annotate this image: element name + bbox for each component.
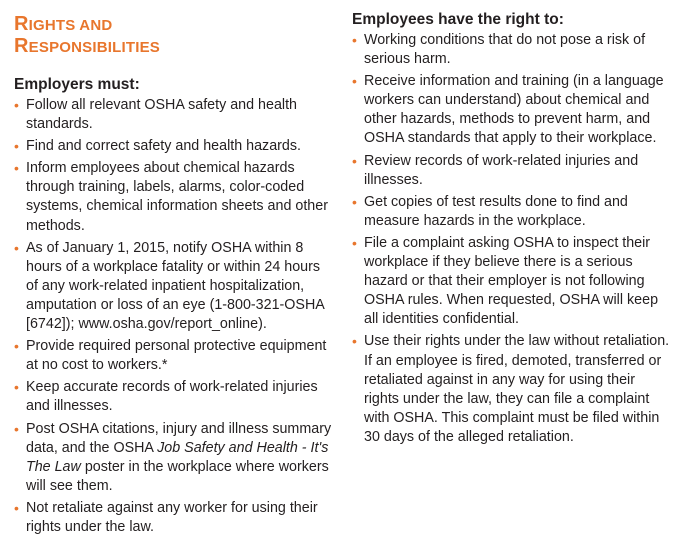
- bullet-dot-icon: •: [352, 32, 357, 48]
- list-item: • Not retaliate against any worker for using their rights under the law.: [14, 499, 318, 535]
- right-column: [352, 0, 670, 450]
- bullet-dot-icon: •: [352, 152, 357, 169]
- bullet-dot-icon: •: [14, 138, 19, 155]
- section-title: [14, 14, 332, 58]
- bullet-dot-icon: •: [14, 499, 19, 516]
- list-item: • Working conditions that do not pose a risk of serious harm.: [352, 32, 646, 68]
- bullet-dot-icon: •: [352, 234, 357, 251]
- list-item: • Use their rights under the law without retaliation. If an employee is fired, demoted, transferred or retaliated against in any way for using their rights under the law, they can file a complaint with OSHA. This complaint must be filed within 30 days of the alleged retaliation.: [352, 333, 670, 445]
- list-item: • Review records of work-related injuries and illnesses.: [352, 152, 639, 188]
- employers-list: [14, 96, 332, 537]
- bullet-dot-icon: •: [14, 160, 19, 177]
- list-item: • Follow all relevant OSHA safety and health standards.: [14, 97, 297, 133]
- bullet-dot-icon: •: [14, 97, 19, 113]
- list-item: • Inform employees about chemical hazards through training, labels, alarms, color-coded systems, chemical information sheets and other methods.: [14, 160, 328, 234]
- bullet-dot-icon: •: [14, 239, 19, 256]
- bullet-dot-icon: •: [352, 73, 357, 90]
- left-column: [14, 0, 332, 540]
- bullet-dot-icon: •: [352, 193, 357, 210]
- bullet-dot-icon: •: [14, 379, 19, 396]
- list-item: • Keep accurate records of work-related injuries and illnesses.: [14, 379, 318, 415]
- bullet-dot-icon: •: [14, 420, 19, 437]
- employees-heading: Employees have the right to:: [352, 11, 564, 28]
- list-item: • Post OSHA citations, injury and illness summary data, and the OSHA Job Safety and Health - It's The Law poster in the workplace where workers will see them.: [14, 420, 332, 494]
- section-title-line-1: RIGHTS AND: [14, 13, 113, 35]
- list-item: • As of January 1, 2015, notify OSHA within 8 hours of a workplace fatality or within 24 hours of any work-related inpatient hospitalization, amputation or loss of an eye (1-800-321-OSHA [6742]); www.osha.gov/report_online).: [14, 239, 325, 333]
- employers-heading: Employers must:: [14, 76, 140, 93]
- list-item: • Find and correct safety and health hazards.: [14, 137, 332, 156]
- poster-title: Job Safety and Health - It's The Law: [26, 439, 329, 475]
- bullet-dot-icon: •: [352, 333, 357, 350]
- list-item: • File a complaint asking OSHA to inspect their workplace if they believe there is a serious hazard or that their employer is not following OSHA rules. When requested, OSHA will keep all identities confidential.: [352, 234, 659, 328]
- employees-list: [352, 31, 670, 447]
- list-item: • Receive information and training (in a language workers can understand) about chemical and other hazards, methods to prevent harm, and OSHA standards that apply to their workplace.: [352, 73, 664, 147]
- list-item: • Get copies of test results done to find and measure hazards in the workplace.: [352, 193, 628, 229]
- section-title-line-2: RESPONSIBILITIES: [14, 35, 161, 57]
- list-item: • Provide required personal protective equipment at no cost to workers.*: [14, 338, 327, 374]
- bullet-dot-icon: •: [14, 338, 19, 355]
